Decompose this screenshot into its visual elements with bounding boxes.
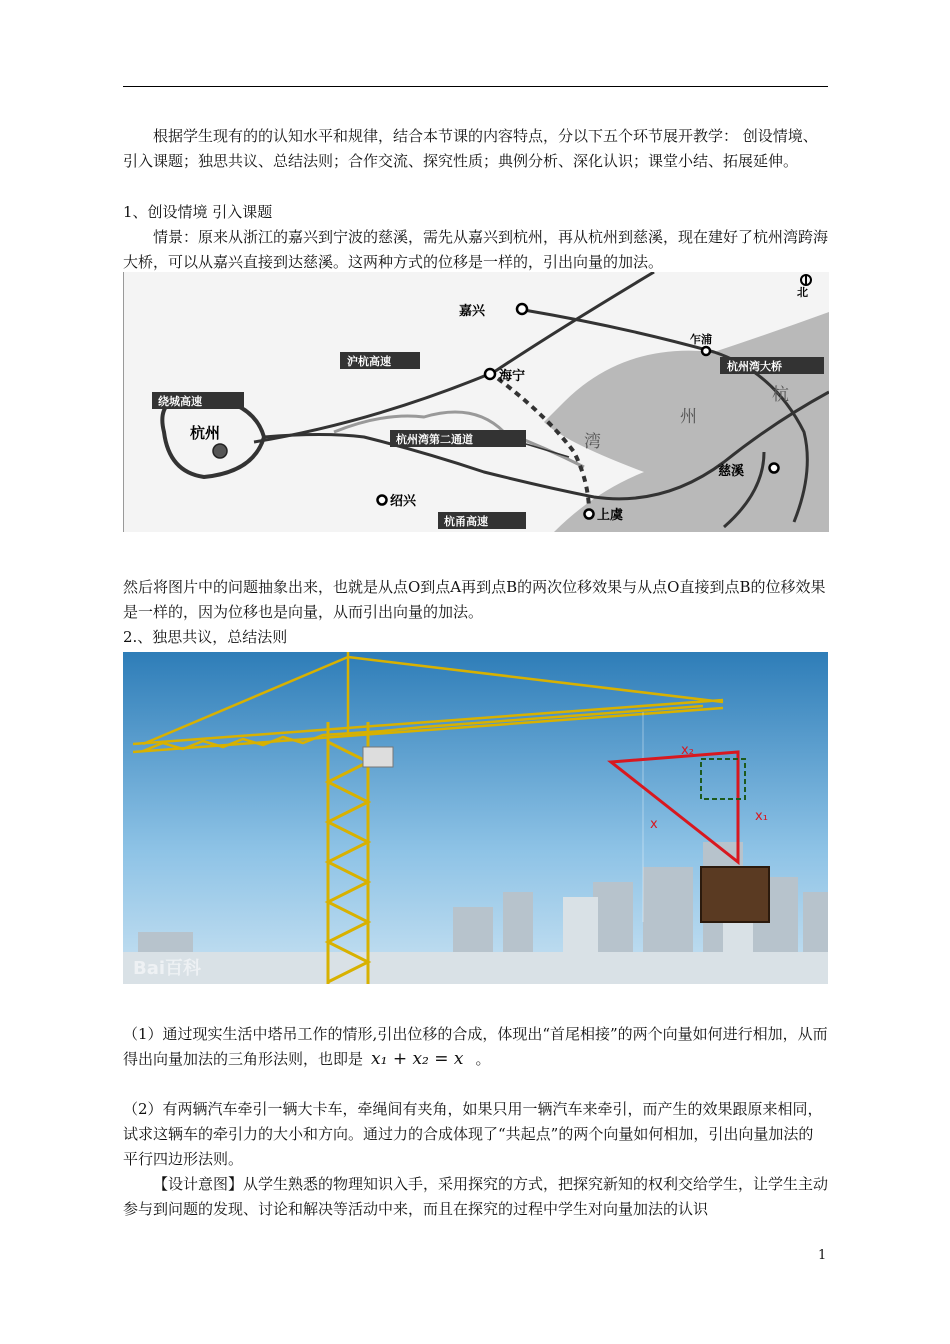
shaoxing-label: 绍兴 — [390, 494, 417, 509]
baike-watermark: Bai百科 — [133, 958, 202, 979]
haining-label: 海宁 — [499, 369, 526, 384]
bridge-tag-label: 杭州湾大桥 — [727, 360, 782, 373]
shaoxing-point — [378, 496, 387, 505]
zhapu-label: 乍浦 — [690, 333, 712, 346]
huhang-tag-label: 沪杭高速 — [347, 355, 391, 368]
section-2-title: 2.、独思共议，总结法则 — [123, 628, 288, 646]
hangzhou-point — [213, 444, 227, 458]
crane-graphic — [123, 652, 828, 984]
hangzhou-bay-map — [123, 272, 829, 532]
bay-label-hang: 杭 — [772, 385, 789, 405]
crane-cab — [363, 747, 393, 767]
map-graphic — [124, 272, 829, 532]
cargo-block — [701, 867, 769, 922]
design-intent-paragraph: 【设计意图】从学生熟悉的物理知识入手，采用探究的方式，把探究新知的权利交给学生，让学生主动参与到问题的发现、讨论和解决等活动中来，而且在探究的过程中学生对向量加法的认识 — [123, 1175, 829, 1218]
vector-x2-label: x₂ — [681, 743, 694, 758]
vector-addition-formula: x₁ + x₂ = x — [371, 1049, 464, 1069]
point-1-end: 。 — [475, 1050, 491, 1068]
haining-point — [485, 369, 495, 379]
bay-label-zhou: 州 — [680, 407, 697, 427]
page-number: 1 — [818, 1248, 827, 1263]
second-channel-tag-label: 杭州湾第二通道 — [396, 433, 473, 446]
tower-crane-photo — [123, 652, 828, 984]
scenario-paragraph: 情景：原来从浙江的嘉兴到宁波的慈溪，需先从嘉兴到杭州，再从杭州到慈溪，现在建好了杭州湾跨海大桥，可以从嘉兴直接到达慈溪。这两种方式的位移是一样的，引出向量的加法。 — [123, 228, 829, 271]
shangyu-label: 上虞 — [597, 508, 624, 523]
point-2-paragraph: （2）有两辆汽车牵引一辆大卡车，牵绳间有夹角，如果只用一辆汽车来牵引，而产生的效果跟原来相同，试求这辆车的牵引力的大小和方向。通过力的合成体现了“共起点”的两个向量如何相加，引出向量加法的平行四边形法则。 — [123, 1100, 823, 1168]
vector-x1-label: x₁ — [755, 809, 768, 824]
abstraction-paragraph: 然后将图片中的问题抽象出来，也就是从点O到点A再到点B的两次位移效果与从点O直接到点B的位移效果是一样的，因为位移也是向量，从而引出向量的加法。 — [123, 578, 826, 621]
cixi-label: 慈溪 — [718, 464, 745, 479]
jiaxing-label: 嘉兴 — [459, 304, 486, 319]
intro-paragraph: 根据学生现有的的认知水平和规律，结合本节课的内容特点，分以下五个环节展开教学： 创设情境、引入课题；独思共议、总结法则；合作交流、探究性质；典例分析、深化认识；课堂小结、拓展延伸。 — [123, 127, 818, 170]
hangzhou-label: 杭州 — [190, 424, 221, 442]
shangyu-point — [585, 510, 594, 519]
vector-x-label: x — [650, 817, 658, 832]
point-1-text: （1）通过现实生活中塔吊工作的情形,引出位移的合成，体现出“首尾相接”的两个向量如何进行相加，从而得出向量加法的三角形法则，也即是 — [123, 1025, 828, 1068]
header-rule — [123, 86, 828, 87]
cixi-point — [770, 464, 779, 473]
section-1-title: 1、创设情境 引入课题 — [123, 203, 273, 221]
bay-label-wan: 湾 — [584, 432, 601, 452]
jiaxing-point — [517, 304, 527, 314]
north-label: 北 — [797, 286, 808, 299]
raocheng-tag-label: 绕城高速 — [158, 395, 202, 408]
point-1-paragraph — [123, 1022, 828, 1072]
zhapu-point — [702, 347, 710, 355]
hangyong-tag-label: 杭甬高速 — [444, 515, 488, 528]
